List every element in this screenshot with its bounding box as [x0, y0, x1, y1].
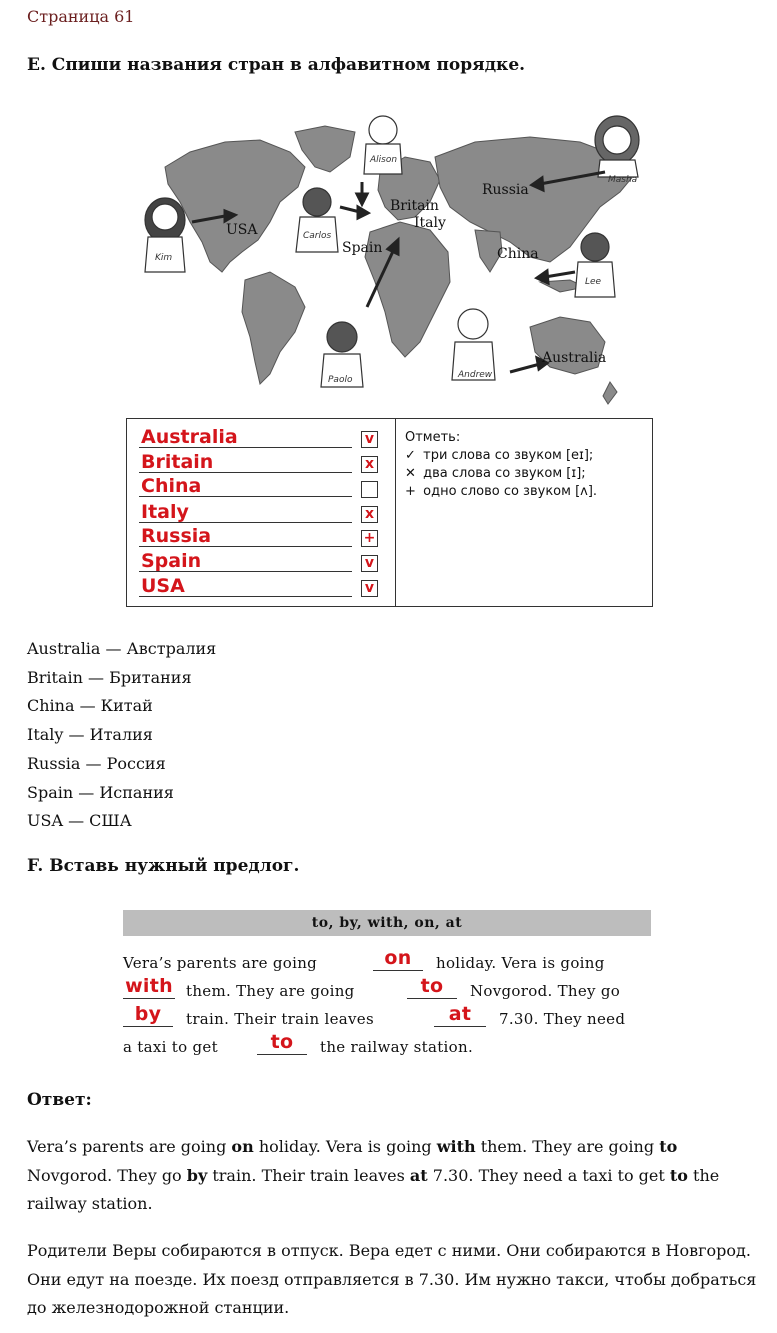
- arrow-china: [545, 272, 575, 277]
- child-name-alison: Alison: [370, 155, 398, 165]
- exercise-text: a taxi to get: [123, 1038, 218, 1056]
- answer-box: [126, 418, 653, 607]
- answer-word: Italy: [141, 501, 189, 523]
- child-name-lee: Lee: [585, 277, 602, 287]
- answer-word: Australia: [141, 426, 238, 448]
- answer-word: Russia: [141, 525, 212, 547]
- north-america-shape: [165, 140, 305, 272]
- word-bank: to, by, with, on, at: [123, 910, 651, 936]
- answer-russian: [27, 1237, 757, 1323]
- exercise-text: holiday. Vera is going: [436, 954, 605, 972]
- blank: [407, 975, 457, 999]
- map-label-china: China: [497, 246, 539, 262]
- mark-box: [361, 481, 378, 498]
- exercise-text: Vera’s parents are going: [123, 954, 318, 972]
- map-label-usa: USA: [226, 222, 258, 238]
- blank-answer: by: [134, 1003, 162, 1025]
- translation-line: Italy — Италия: [27, 725, 153, 745]
- plus-icon: +: [405, 484, 416, 499]
- exercise-text: 7.30. They need: [499, 1010, 626, 1028]
- exercise-text: train. Their train leaves: [186, 1010, 374, 1028]
- exercise-e-heading: E. Спиши названия стран в алфавитном порядке.: [27, 55, 526, 75]
- child-carlos: [296, 188, 338, 252]
- mark-box: +: [361, 530, 378, 547]
- world-map-illustration: [130, 112, 650, 408]
- mark-box: v: [361, 580, 378, 597]
- mark-box: x: [361, 506, 378, 523]
- answer-line: [139, 572, 352, 597]
- answer-russian-line: Они едут на поезде. Их поезд отправляется в 7.30. Им нужно такси, чтобы добраться: [27, 1269, 757, 1289]
- answer-label: Ответ:: [27, 1090, 92, 1110]
- child-name-paolo: Paolo: [328, 375, 353, 385]
- answer-russian-line: до железнодорожной станции.: [27, 1298, 290, 1317]
- child-lee: [575, 233, 615, 297]
- map-label-italy: Italy: [414, 215, 446, 231]
- exercise-text: them. They are going: [186, 982, 355, 1000]
- map-label-spain: Spain: [342, 240, 383, 256]
- new-zealand-shape: [603, 382, 617, 404]
- blank-answer: with: [125, 975, 173, 997]
- map-label-australia: Australia: [542, 350, 607, 366]
- answer-line: [139, 448, 352, 473]
- legend-item: одно слово со звуком [ʌ].: [423, 484, 598, 499]
- translation-line: USA — США: [27, 811, 132, 831]
- cross-icon: ✕: [405, 466, 416, 481]
- child-name-masha: Masha: [608, 175, 638, 185]
- arrow-australia: [510, 364, 540, 372]
- greenland-shape: [295, 126, 355, 172]
- page-label: Страница 61: [27, 7, 135, 26]
- blank-answer: on: [384, 947, 412, 969]
- blank-answer: to: [270, 1031, 294, 1053]
- blank-answer: at: [448, 1003, 472, 1025]
- mark-box: v: [361, 555, 378, 572]
- answer-line: [139, 498, 352, 523]
- mark-box: v: [361, 431, 378, 448]
- child-name-kim: Kim: [155, 253, 173, 263]
- blank: [123, 975, 175, 999]
- translation-line: Russia — Россия: [27, 753, 166, 773]
- answer-line: [139, 472, 352, 497]
- legend-item: три слова со звуком [eɪ];: [423, 448, 594, 463]
- blank: [123, 1003, 173, 1027]
- answer-word: China: [141, 475, 202, 497]
- answer-word: Britain: [141, 451, 214, 473]
- child-alison: [364, 116, 402, 174]
- exercise-text: the railway station.: [320, 1038, 474, 1056]
- legend-title: Отметь:: [405, 430, 461, 445]
- child-name-carlos: Carlos: [303, 231, 332, 241]
- mark-box: x: [361, 456, 378, 473]
- check-icon: ✓: [405, 448, 416, 463]
- south-america-shape: [242, 272, 305, 384]
- answer-english: Vera’s parents are going on holiday. Vera is going with them. They are going to Novgorod. They go by train. Their train leaves at 7.30. They need a taxi to get to the railway station.: [27, 1137, 720, 1213]
- map-label-britain: Britain: [390, 198, 439, 214]
- translation-line: Spain — Испания: [27, 782, 174, 802]
- exercise-f-heading: F. Вставь нужный предлог.: [27, 856, 300, 876]
- answer-line: [139, 547, 352, 572]
- translation-line: Britain — Британия: [27, 667, 192, 687]
- exercise-text: Novgorod. They go: [470, 982, 621, 1000]
- translations-list: [27, 635, 216, 836]
- blank: [434, 1003, 486, 1027]
- answer-line: [139, 423, 352, 448]
- legend: [405, 429, 597, 501]
- answer-line: [139, 522, 352, 547]
- answer-word: USA: [141, 575, 185, 597]
- blank: [257, 1031, 307, 1055]
- child-masha: [595, 116, 639, 177]
- map-label-russia: Russia: [482, 182, 529, 198]
- answer-word: Spain: [141, 550, 202, 572]
- answer-russian-line: Родители Веры собираются в отпуск. Вера едет с ними. Они собираются в Новгород.: [27, 1241, 751, 1260]
- blank-answer: to: [420, 975, 444, 997]
- translation-line: Australia — Австралия: [27, 639, 217, 658]
- legend-item: два слова со звуком [ɪ];: [423, 466, 586, 481]
- child-name-andrew: Andrew: [458, 370, 493, 380]
- translation-line: China — Китай: [27, 696, 153, 716]
- blank: [373, 947, 423, 971]
